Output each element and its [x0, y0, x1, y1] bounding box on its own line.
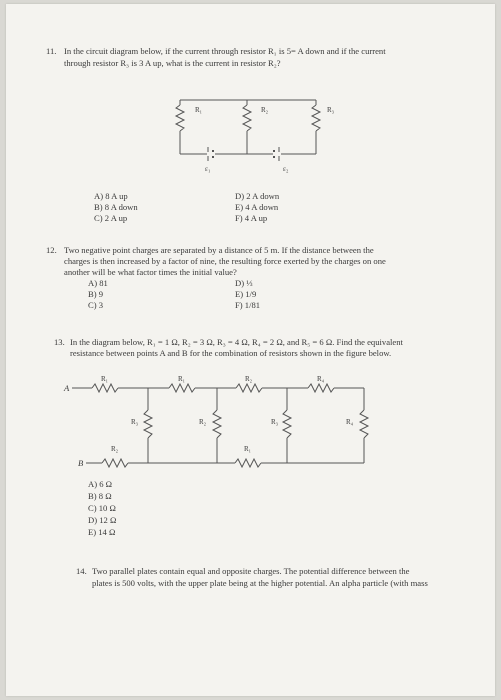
q12-option-c: C) 3 — [88, 300, 104, 310]
q11-label-e1: ε₁ — [205, 165, 211, 173]
q13-label-bottom-r2: R₂ — [111, 445, 119, 453]
q11-option-b: B) 8 A down — [94, 202, 138, 212]
q12-text-line1: Two negative point charges are separated by a distance of 5 m. If the distance between the — [64, 245, 374, 255]
q11-option-e: E) 4 A down — [235, 202, 279, 212]
q13-label-rung-r3b: R₃ — [271, 418, 279, 426]
q11-option-d: D) 2 A down — [235, 191, 280, 201]
q12-number: 12. — [46, 245, 57, 255]
q13-point-b-label: B — [78, 458, 84, 468]
q11-label-r3: R₃ — [327, 106, 335, 114]
q12-text-line2: charges is then increased by a factor of nine, the resulting force exerted by the charges on one — [64, 256, 386, 266]
q11-text-line2: through resistor R₃ is 3 A up, what is the current in resistor R₂? — [64, 58, 281, 68]
q13-option-d: D) 12 Ω — [88, 515, 117, 525]
q11-option-c: C) 2 A up — [94, 213, 128, 223]
q11-text-line1: In the circuit diagram below, if the current through resistor R₁ is 5= A down and if the current — [64, 46, 386, 56]
q11-option-f: F) 4 A up — [235, 213, 268, 223]
q12-option-e: E) 1/9 — [235, 289, 257, 299]
q13-label-rung-r4: R₄ — [346, 418, 354, 426]
q13-label-top-r1b: R₁ — [178, 375, 186, 383]
q13-point-a-label: A — [64, 383, 70, 393]
q13-number: 13. — [54, 337, 65, 347]
q11-label-e2: ε₂ — [283, 165, 289, 173]
q14-text-line2: plates is 500 volts, with the upper plate being at the higher potential. An alpha particle (with mass — [92, 578, 428, 588]
q13-label-rung-r2: R₂ — [199, 418, 207, 426]
q12-option-b: B) 9 — [88, 289, 104, 299]
q11-label-r1: R₁ — [195, 106, 203, 114]
q11-number: 11. — [46, 46, 57, 56]
q14-text-line1: Two parallel plates contain equal and opposite charges. The potential difference between the — [92, 566, 410, 576]
q12-option-d: D) ⅓ — [235, 278, 253, 288]
q13-resistor-network-diagram — [6, 4, 495, 484]
q13-label-top-r1: R₁ — [101, 375, 109, 383]
q13-label-rung-r3: R₃ — [131, 418, 139, 426]
q13-option-a: A) 6 Ω — [88, 479, 113, 489]
q13-option-c: C) 10 Ω — [88, 503, 116, 513]
worksheet-page — [6, 4, 495, 696]
q13-option-b: B) 8 Ω — [88, 491, 112, 501]
q13-text-line2: resistance between points A and B for the combination of resistors shown in the figure below. — [70, 348, 392, 358]
q13-label-top-r2: R₂ — [245, 375, 253, 383]
q11-option-a: A) 8 A up — [94, 191, 128, 201]
q14-number: 14. — [76, 566, 87, 576]
q13-label-top-r4: R₄ — [317, 375, 325, 383]
q12-option-a: A) 81 — [88, 278, 108, 288]
q11-label-r2: R₂ — [261, 106, 269, 114]
q13-label-bottom-r1: R₁ — [244, 445, 252, 453]
q12-text-line3: another will be what factor times the initial value? — [64, 267, 237, 277]
q13-option-e: E) 14 Ω — [88, 527, 116, 537]
q12-option-f: F) 1/81 — [235, 300, 261, 310]
q13-text-line1: In the diagram below, R₁ = 1 Ω, R₂ = 3 Ω, R₃ = 4 Ω, R₄ = 2 Ω, and R₅ = 6 Ω. Find the equivalent — [70, 337, 403, 347]
